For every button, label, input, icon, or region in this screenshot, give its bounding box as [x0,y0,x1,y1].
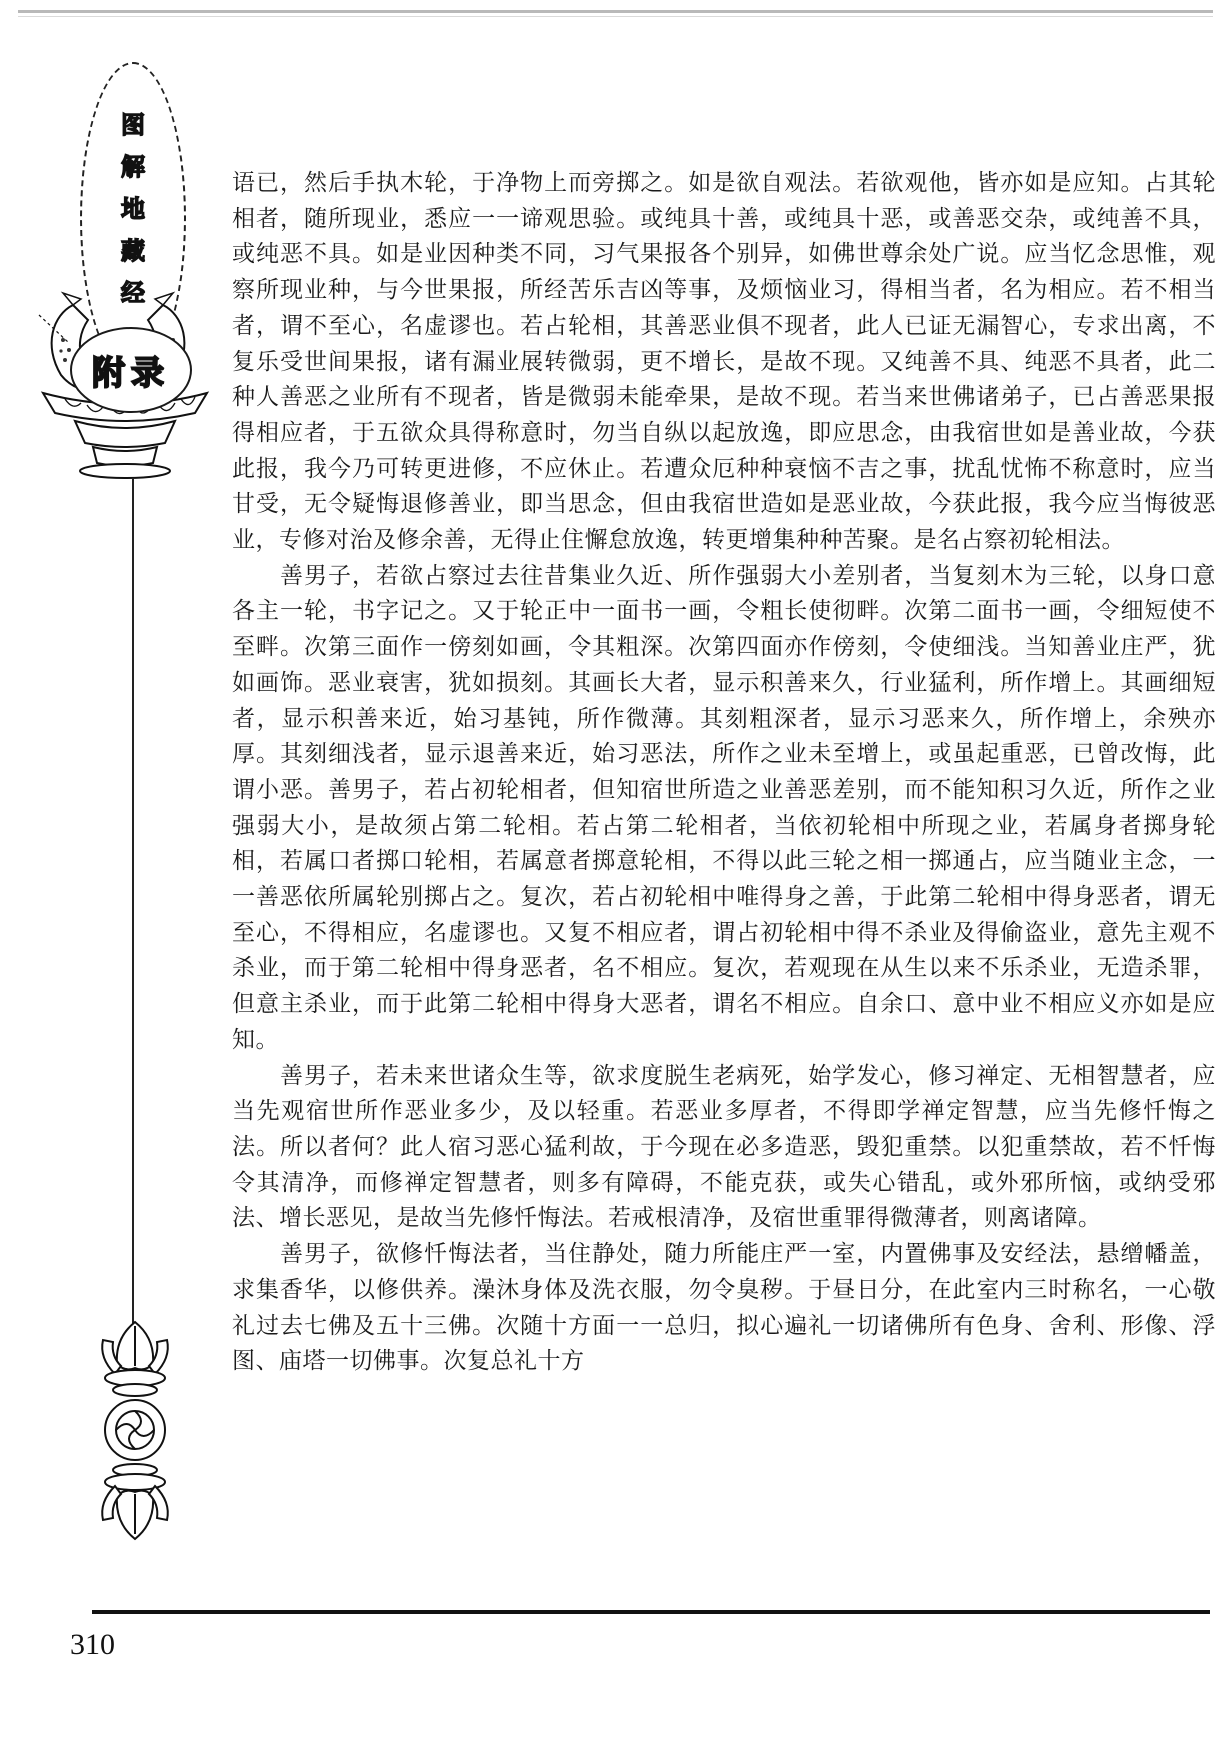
sidebar-ornament [0,0,215,1660]
appendix-badge [70,327,192,413]
title-char: 经 [121,279,145,307]
vajra-icon [85,1318,185,1543]
paragraph: 善男子，若欲占察过去往昔集业久近、所作强弱大小差别者，当复刻木为三轮，以身口意各主一轮，书字记之。又于轮正中一面书一画，令粗长使彻畔。次第二面书一画，令细短使不至畔。次第三面作一傍刻如画，令其粗深。次第四面亦作傍刻，令使细浅。当知善业庄严，犹如画饰。恶业衰害，犹如损刻。其画长大者，显示积善来久，行业猛利，所作增上。其画细短者，显示积善来近，始习基钝，所作微薄。其刻粗深者，显示习恶来久，所作增上，余殃亦厚。其刻细浅者，显示退善来近，始习恶法，所作之业未至增上，或虽起重恶，已曾改悔，此谓小恶。善男子，若占初轮相者，但知宿世所造之业善恶差别，而不能知积习久近，所作之业强弱大小，是故须占第二轮相。若占第二轮相者，当依初轮相中所现之业，若属身者掷身轮相，若属口者掷口轮相，若属意者掷意轮相，不得以此三轮之相一掷通占，应当随业主念，一一善恶依所属轮别掷占之。复次，若占初轮相中唯得身之善，于此第二轮相中得身恶者，谓无至心，不得相应，名虚谬也。又复不相应者，谓占初轮相中得不杀业及得偷盗业，意先主观不杀业，而于第二轮相中得身恶者，名不相应。复次，若观现在从生以来不乐杀业，无造杀罪，但意主杀业，而于此第二轮相中得身大恶者，谓名不相应。自余口、意中业不相应义亦如是应知。 [232,562,1216,1053]
bottom-rule [92,1610,1210,1614]
appendix-label: 附录 [92,352,170,392]
title-char: 藏 [121,237,145,265]
main-text [232,166,1216,1380]
paragraph: 善男子，欲修忏悔法者，当住静处，随力所能庄严一室，内置佛事及安经法，悬缯幡盖，求集香华，以修供养。澡沐身体及洗衣服，勿令臭秽。于昼日分，在此室内三时称名，一心敬礼过去七佛及五十三佛。次随十方面一一总归，拟心遍礼一切诸佛所有色身、舍利、形像、浮图、庙塔一切佛事。次复总礼十方 [232,1241,1216,1375]
book-title-vertical [82,104,184,314]
paragraph: 语已，然后手执木轮，于净物上而旁掷之。如是欲自观法。若欲观他，皆亦如是应知。占其轮相者，随所现业，悉应一一谛观思验。或纯具十善，或纯具十恶，或善恶交杂，或纯善不具，或纯恶不具。如是业因种类不同，习气果报各个别异，如佛世尊余处广说。应当忆念思惟，观察所现业种，与今世果报，所经苦乐吉凶等事，及烦恼业习，得相当者，名为相应。若不相当者，谓不至心，名虚谬也。若占轮相，其善恶业俱不现者，此人已证无漏智心，专求出离，不复乐受世间果报，诸有漏业展转微弱，更不增长，是故不现。又纯善不具、纯恶不具者，此二种人善恶之业所有不现者，皆是微弱未能牵果，是故不现。若当来世佛诸弟子，已占善恶果报得相应者，于五欲众具得称意时，勿当自纵以起放逸，即应思念，由我宿世如是善业故，今获此报，我今乃可转更进修，不应休止。若遭众厄种种衰恼不吉之事，扰乱忧怖不称意时，应当甘受，无令疑悔退修善业，即当思念，但由我宿世造如是恶业故，今获此报，我今应当悔彼恶业，专修对治及修余善，无得止住懈怠放逸，转更增集种种苦聚。是名占察初轮相法。 [232,170,1216,554]
title-char: 地 [121,195,145,223]
title-char: 图 [121,111,145,139]
title-char: 解 [121,153,145,181]
page-number: 310 [70,1628,115,1661]
sidebar-vertical-line [132,478,134,1328]
paragraph: 善男子，若未来世诸众生等，欲求度脱生老病死，始学发心，修习禅定、无相智慧者，应当先观宿世所作恶业多少，及以轻重。若恶业多厚者，不得即学禅定智慧，应当先修忏悔之法。所以者何？此人宿习恶心猛利故，于今现在必多造恶，毁犯重禁。以犯重禁故，若不忏悔令其清净，而修禅定智慧者，则多有障碍，不能克获，或失心错乱，或外邪所恼，或纳受邪法、增长恶见，是故当先修忏悔法。若戒根清净，及宿世重罪得微薄者，则离诸障。 [232,1062,1216,1232]
